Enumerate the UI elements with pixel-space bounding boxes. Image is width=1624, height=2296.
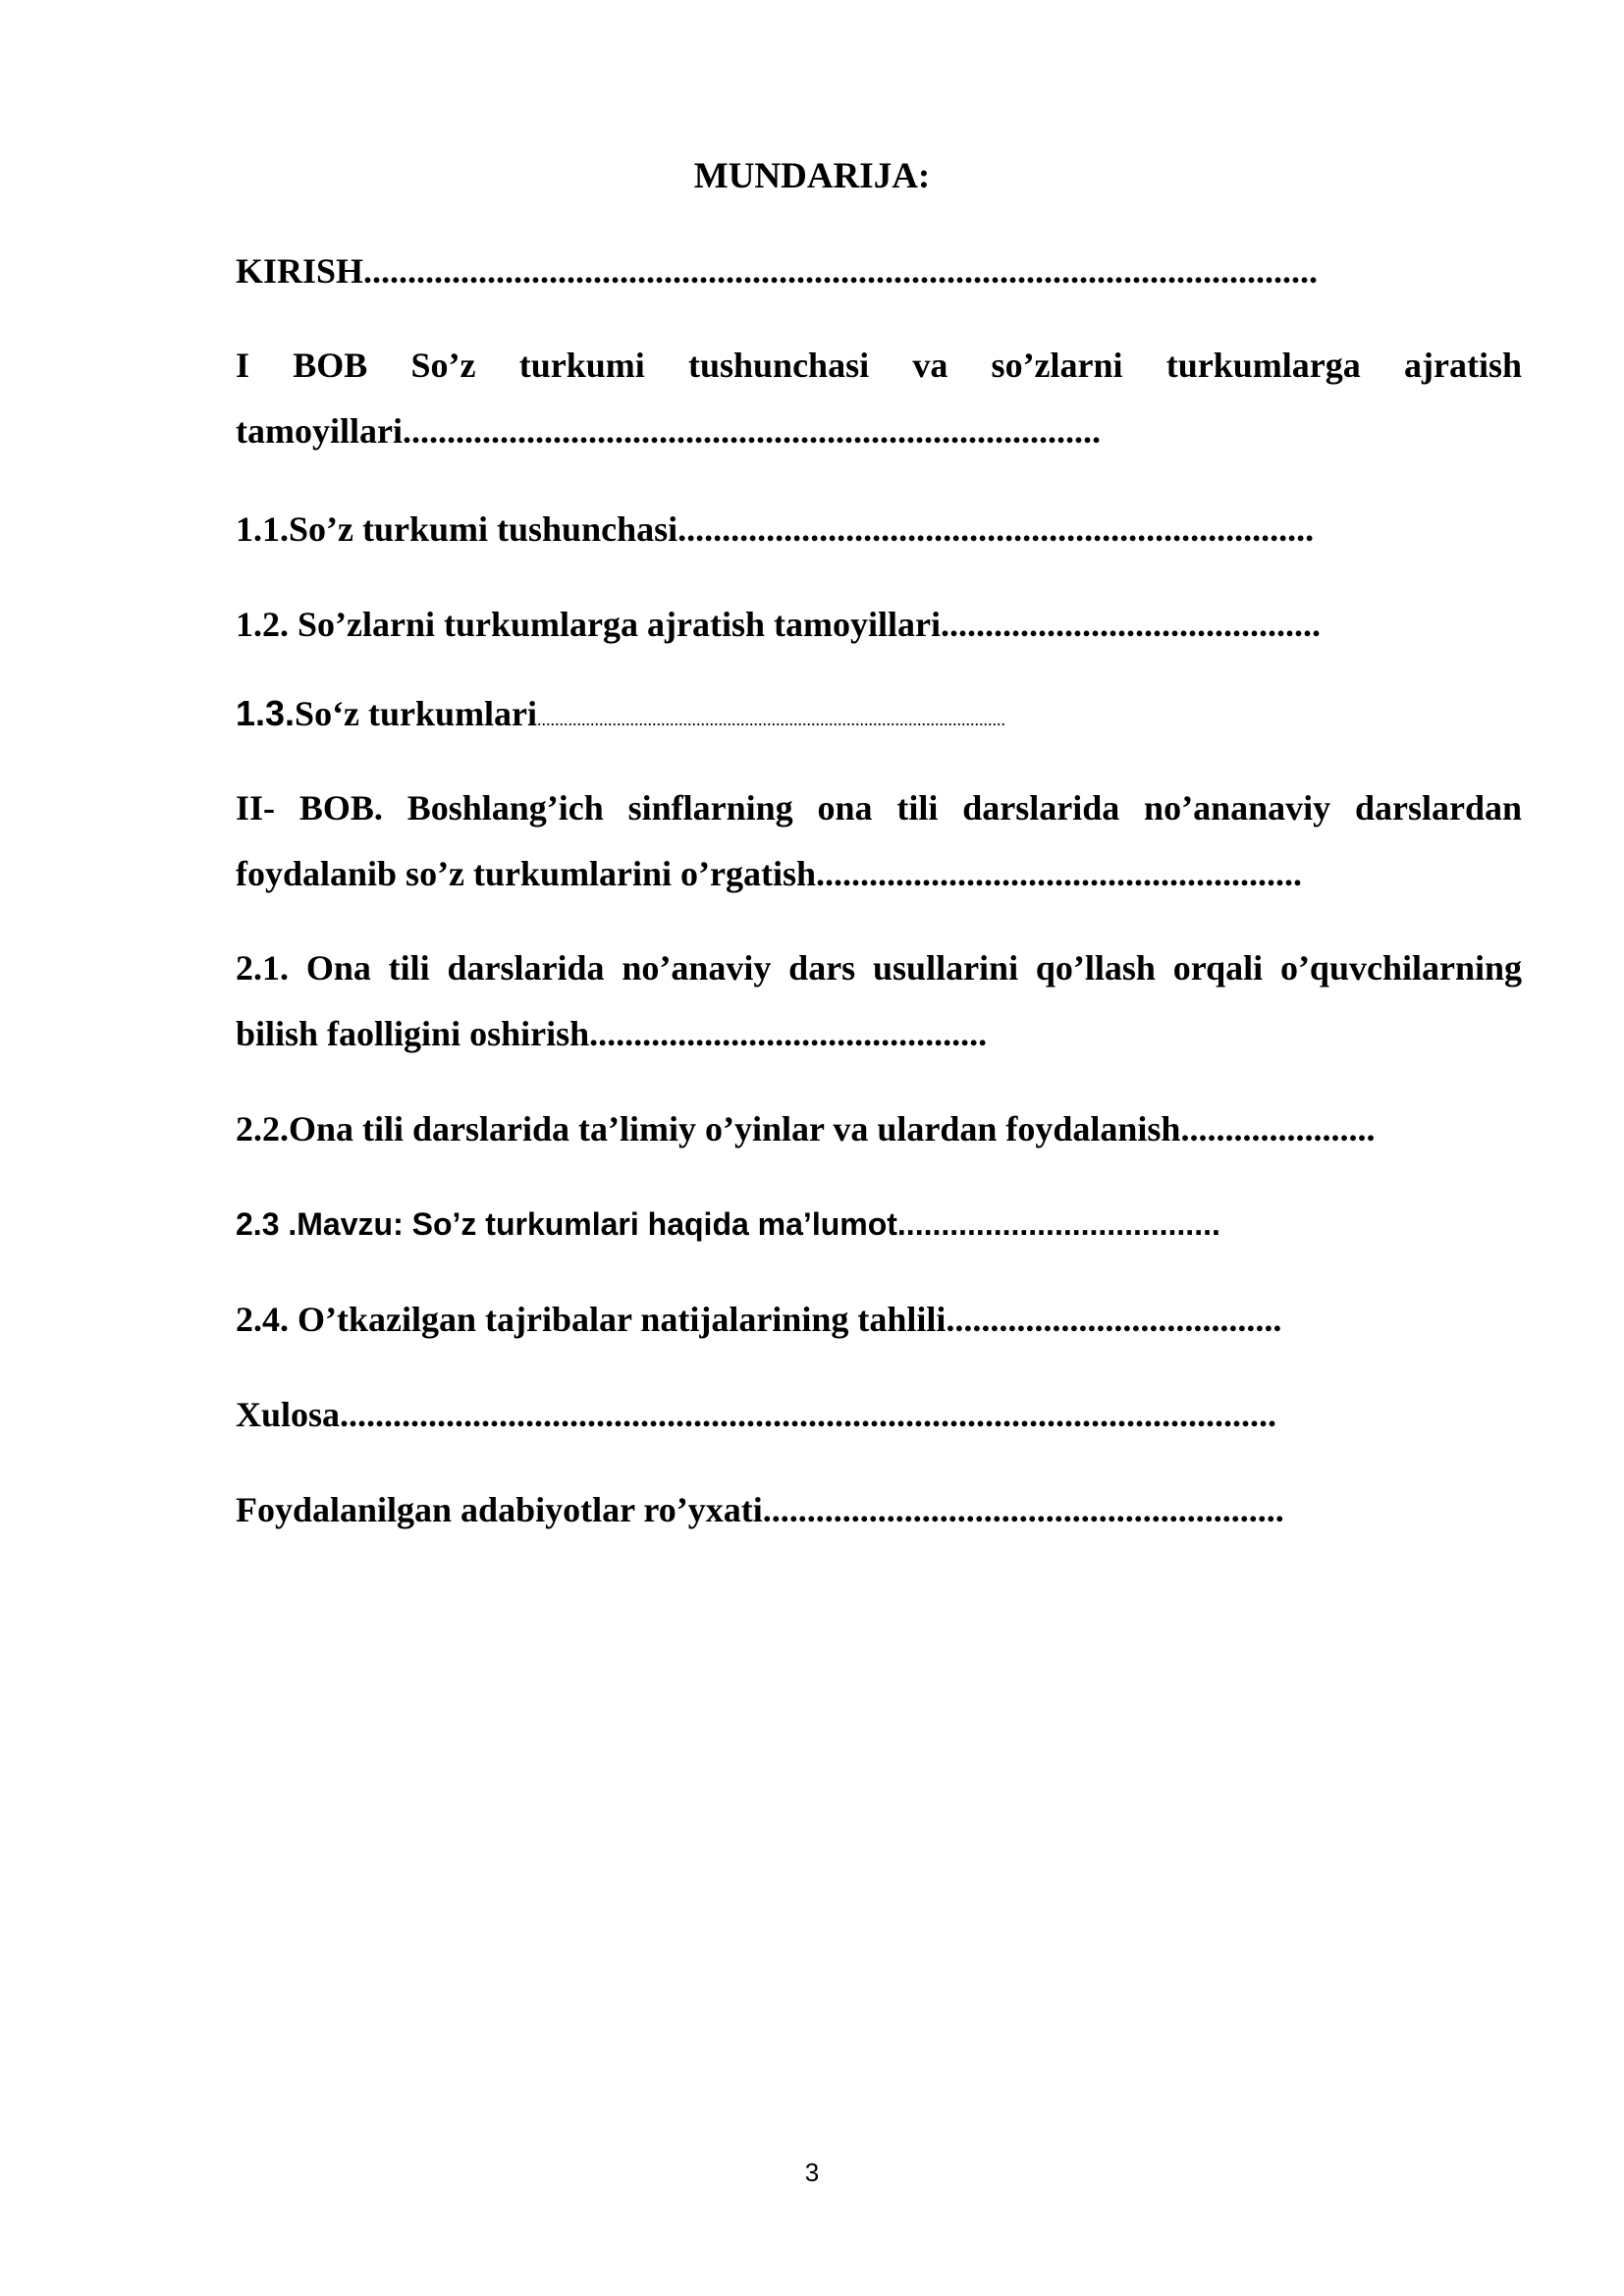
toc-entry-2-2: 2.2.Ona tili darslarida ta’limiy o’yinlar va ulardan foydalanish...................... (236, 1109, 1376, 1148)
toc-entry-1-2: 1.2. So’zlarni turkumlarga ajratish tamoyillari........................................... (236, 605, 1321, 644)
toc-entry-references: Foydalanilgan adabiyotlar ro’yxati........................................................... (236, 1490, 1284, 1529)
toc-entry-1-3-dots: .......................................................................................................... (537, 710, 1006, 729)
toc-entry-2-3: 2.3 .Mavzu: So’z turkumlari haqida ma’lumot..................................... (236, 1206, 1220, 1242)
toc-entry-1-3-label: So‘z turkumlari (295, 694, 538, 733)
toc-entry-kirish: KIRISH............................................................................................................ (236, 251, 1319, 291)
toc-entry-chapter-2: II- BOB. Boshlang’ich sinflarning ona tili darslarida no’ananaviy darslardan foydalanib so’z turkumlarini o’rgatish....................................................... (236, 788, 1522, 893)
toc-entry-1-1: 1.1.So’z turkumi tushunchasi........................................................................ (236, 509, 1315, 549)
toc-entry-2-1: 2.1. Ona tili darslarida no’anaviy dars usullarini qo’llash orqali o’quvchilarning bilish faolligini oshirish............................................. (236, 948, 1522, 1053)
toc-entry-1-3-number: 1.3. (236, 693, 296, 733)
page-title: MUNDARIJA: (693, 156, 931, 196)
page-number: 3 (804, 2158, 820, 2187)
toc-entry-2-4: 2.4. O’tkazilgan tajribalar natijalarining tahlili...................................... (236, 1300, 1282, 1339)
toc-entry-xulosa: Xulosa.......................................................................................................... (236, 1395, 1277, 1434)
toc-entry-chapter-1: I BOB So’z turkumi tushunchasi va so’zlarni turkumlarga ajratish tamoyillari............................................................................... (236, 346, 1522, 451)
toc-entry-1-3 (236, 680, 1522, 753)
